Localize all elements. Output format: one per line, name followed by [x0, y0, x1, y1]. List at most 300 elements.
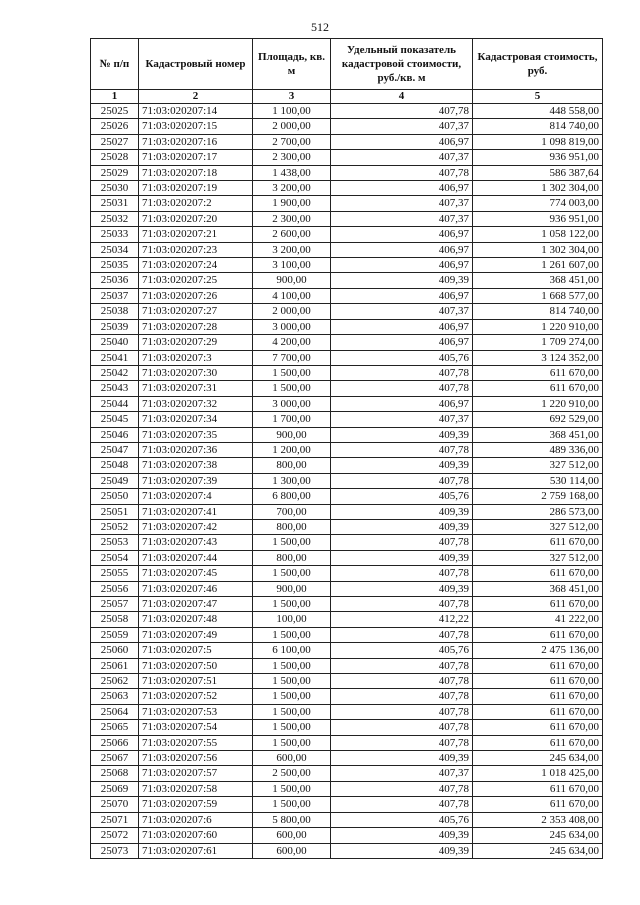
- cell-area: 1 500,00: [253, 658, 331, 673]
- cell-unit-value: 406,97: [331, 258, 473, 273]
- table-row: [91, 427, 603, 442]
- cell-cadastral-value: 1 058 122,00: [473, 227, 603, 242]
- cell-unit-value: 407,78: [331, 674, 473, 689]
- cell-row-number: 25027: [91, 134, 139, 149]
- cell-area: 100,00: [253, 612, 331, 627]
- cell-cadastral-number: 71:03:020207:28: [139, 319, 253, 334]
- table-row: [91, 319, 603, 334]
- cell-row-number: 25056: [91, 581, 139, 596]
- cell-area: 6 800,00: [253, 489, 331, 504]
- cell-cadastral-value: 368 451,00: [473, 427, 603, 442]
- cell-area: 2 700,00: [253, 134, 331, 149]
- cell-cadastral-number: 71:03:020207:54: [139, 720, 253, 735]
- cell-cadastral-value: 611 670,00: [473, 781, 603, 796]
- cell-unit-value: 409,39: [331, 458, 473, 473]
- table-row: [91, 273, 603, 288]
- table-row: [91, 365, 603, 380]
- cell-row-number: 25031: [91, 196, 139, 211]
- cell-cadastral-value: 774 003,00: [473, 196, 603, 211]
- table-row: [91, 674, 603, 689]
- cell-row-number: 25062: [91, 674, 139, 689]
- cell-area: 1 900,00: [253, 196, 331, 211]
- cell-cadastral-value: 611 670,00: [473, 597, 603, 612]
- cell-area: 1 500,00: [253, 704, 331, 719]
- cell-area: 800,00: [253, 519, 331, 534]
- cell-unit-value: 407,78: [331, 442, 473, 457]
- cell-cadastral-value: 245 634,00: [473, 751, 603, 766]
- cell-area: 600,00: [253, 843, 331, 858]
- cell-cadastral-number: 71:03:020207:57: [139, 766, 253, 781]
- table-row: [91, 473, 603, 488]
- cell-row-number: 25068: [91, 766, 139, 781]
- cell-row-number: 25041: [91, 350, 139, 365]
- table-row: [91, 581, 603, 596]
- cell-cadastral-number: 71:03:020207:52: [139, 689, 253, 704]
- cell-cadastral-number: 71:03:020207:49: [139, 627, 253, 642]
- cell-row-number: 25061: [91, 658, 139, 673]
- cell-area: 2 300,00: [253, 211, 331, 226]
- cell-cadastral-value: 489 336,00: [473, 442, 603, 457]
- cell-cadastral-value: 286 573,00: [473, 504, 603, 519]
- cell-unit-value: 407,78: [331, 704, 473, 719]
- table-row: [91, 489, 603, 504]
- cell-unit-value: 407,78: [331, 627, 473, 642]
- cell-unit-value: 406,97: [331, 396, 473, 411]
- cell-area: 3 200,00: [253, 181, 331, 196]
- cell-cadastral-value: 530 114,00: [473, 473, 603, 488]
- table-row: [91, 381, 603, 396]
- table-row: [91, 627, 603, 642]
- table-row: [91, 566, 603, 581]
- cell-area: 900,00: [253, 273, 331, 288]
- cell-area: 5 800,00: [253, 812, 331, 827]
- cell-row-number: 25067: [91, 751, 139, 766]
- cell-cadastral-value: 611 670,00: [473, 735, 603, 750]
- cell-cadastral-value: 611 670,00: [473, 381, 603, 396]
- cell-unit-value: 407,37: [331, 196, 473, 211]
- column-number: 2: [139, 90, 253, 104]
- cell-row-number: 25060: [91, 643, 139, 658]
- cell-row-number: 25040: [91, 335, 139, 350]
- table-row: [91, 751, 603, 766]
- cell-area: 1 500,00: [253, 689, 331, 704]
- cell-cadastral-value: 1 220 910,00: [473, 396, 603, 411]
- cell-row-number: 25051: [91, 504, 139, 519]
- table-row: [91, 797, 603, 812]
- cell-cadastral-value: 692 529,00: [473, 412, 603, 427]
- cell-cadastral-value: 611 670,00: [473, 689, 603, 704]
- cell-area: 6 100,00: [253, 643, 331, 658]
- table-row: [91, 258, 603, 273]
- table-row: [91, 350, 603, 365]
- cell-cadastral-value: 1 668 577,00: [473, 288, 603, 303]
- header-area: Площадь, кв. м: [253, 39, 331, 90]
- cell-area: 800,00: [253, 458, 331, 473]
- cell-unit-value: 407,78: [331, 658, 473, 673]
- cell-area: 1 500,00: [253, 597, 331, 612]
- cell-area: 3 000,00: [253, 319, 331, 334]
- cell-area: 1 200,00: [253, 442, 331, 457]
- table-row: [91, 781, 603, 796]
- cell-cadastral-number: 71:03:020207:60: [139, 828, 253, 843]
- cell-unit-value: 407,78: [331, 689, 473, 704]
- cell-unit-value: 407,78: [331, 473, 473, 488]
- cell-unit-value: 407,78: [331, 720, 473, 735]
- cell-cadastral-number: 71:03:020207:55: [139, 735, 253, 750]
- cell-area: 3 000,00: [253, 396, 331, 411]
- cell-cadastral-value: 611 670,00: [473, 674, 603, 689]
- cell-row-number: 25054: [91, 550, 139, 565]
- table-header-row: [91, 39, 603, 90]
- cell-cadastral-value: 1 220 910,00: [473, 319, 603, 334]
- cell-unit-value: 406,97: [331, 242, 473, 257]
- cell-unit-value: 407,37: [331, 119, 473, 134]
- cell-unit-value: 405,76: [331, 489, 473, 504]
- cell-cadastral-value: 448 558,00: [473, 104, 603, 119]
- cell-row-number: 25066: [91, 735, 139, 750]
- cell-unit-value: 406,97: [331, 335, 473, 350]
- table-row: [91, 165, 603, 180]
- cell-area: 1 500,00: [253, 720, 331, 735]
- cell-area: 3 200,00: [253, 242, 331, 257]
- cell-cadastral-value: 1 709 274,00: [473, 335, 603, 350]
- table-row: [91, 196, 603, 211]
- table-row: [91, 104, 603, 119]
- cell-cadastral-number: 71:03:020207:42: [139, 519, 253, 534]
- cell-cadastral-number: 71:03:020207:47: [139, 597, 253, 612]
- cell-cadastral-number: 71:03:020207:18: [139, 165, 253, 180]
- cell-cadastral-value: 586 387,64: [473, 165, 603, 180]
- cell-row-number: 25057: [91, 597, 139, 612]
- cell-row-number: 25055: [91, 566, 139, 581]
- table-row: [91, 396, 603, 411]
- column-number: 4: [331, 90, 473, 104]
- cell-unit-value: 406,97: [331, 227, 473, 242]
- cell-unit-value: 409,39: [331, 504, 473, 519]
- cell-cadastral-number: 71:03:020207:50: [139, 658, 253, 673]
- cell-cadastral-value: 1 018 425,00: [473, 766, 603, 781]
- cell-cadastral-number: 71:03:020207:56: [139, 751, 253, 766]
- table-row: [91, 812, 603, 827]
- table-row: [91, 828, 603, 843]
- table-row: [91, 643, 603, 658]
- cell-cadastral-number: 71:03:020207:43: [139, 535, 253, 550]
- table-row: [91, 242, 603, 257]
- table-row: [91, 412, 603, 427]
- cell-area: 800,00: [253, 550, 331, 565]
- table-body: [91, 104, 603, 859]
- cell-unit-value: 407,37: [331, 211, 473, 226]
- cell-area: 2 500,00: [253, 766, 331, 781]
- cell-cadastral-number: 71:03:020207:51: [139, 674, 253, 689]
- cell-area: 7 700,00: [253, 350, 331, 365]
- cell-cadastral-number: 71:03:020207:19: [139, 181, 253, 196]
- cell-row-number: 25039: [91, 319, 139, 334]
- cell-cadastral-number: 71:03:020207:61: [139, 843, 253, 858]
- cell-cadastral-value: 611 670,00: [473, 797, 603, 812]
- cell-area: 1 500,00: [253, 381, 331, 396]
- cell-row-number: 25035: [91, 258, 139, 273]
- table-row: [91, 181, 603, 196]
- table-row: [91, 119, 603, 134]
- cell-unit-value: 409,39: [331, 751, 473, 766]
- cell-row-number: 25065: [91, 720, 139, 735]
- table-row: [91, 504, 603, 519]
- cell-cadastral-number: 71:03:020207:58: [139, 781, 253, 796]
- cell-cadastral-value: 611 670,00: [473, 365, 603, 380]
- cell-unit-value: 409,39: [331, 519, 473, 534]
- cell-row-number: 25045: [91, 412, 139, 427]
- cell-row-number: 25072: [91, 828, 139, 843]
- cell-unit-value: 409,39: [331, 550, 473, 565]
- cell-unit-value: 407,37: [331, 766, 473, 781]
- cell-row-number: 25059: [91, 627, 139, 642]
- cell-unit-value: 409,39: [331, 273, 473, 288]
- cell-row-number: 25063: [91, 689, 139, 704]
- cell-cadastral-value: 2 353 408,00: [473, 812, 603, 827]
- table-row: [91, 458, 603, 473]
- cell-row-number: 25058: [91, 612, 139, 627]
- cell-row-number: 25026: [91, 119, 139, 134]
- cell-area: 600,00: [253, 828, 331, 843]
- cell-cadastral-value: 814 740,00: [473, 119, 603, 134]
- table-row: [91, 612, 603, 627]
- cell-row-number: 25043: [91, 381, 139, 396]
- cell-row-number: 25028: [91, 150, 139, 165]
- cell-cadastral-value: 1 261 607,00: [473, 258, 603, 273]
- cell-row-number: 25029: [91, 165, 139, 180]
- cell-cadastral-number: 71:03:020207:34: [139, 412, 253, 427]
- cell-area: 1 300,00: [253, 473, 331, 488]
- table-row: [91, 288, 603, 303]
- cell-area: 1 500,00: [253, 674, 331, 689]
- table-row: [91, 689, 603, 704]
- cell-unit-value: 407,78: [331, 165, 473, 180]
- cell-cadastral-number: 71:03:020207:6: [139, 812, 253, 827]
- cell-cadastral-number: 71:03:020207:5: [139, 643, 253, 658]
- table-row: [91, 704, 603, 719]
- cell-cadastral-number: 71:03:020207:3: [139, 350, 253, 365]
- cell-cadastral-value: 814 740,00: [473, 304, 603, 319]
- cell-unit-value: 412,22: [331, 612, 473, 627]
- cell-row-number: 25032: [91, 211, 139, 226]
- cell-cadastral-number: 71:03:020207:30: [139, 365, 253, 380]
- cell-area: 1 438,00: [253, 165, 331, 180]
- cadastre-table: [90, 38, 603, 859]
- table-row: [91, 150, 603, 165]
- cell-row-number: 25053: [91, 535, 139, 550]
- cell-area: 3 100,00: [253, 258, 331, 273]
- cell-cadastral-number: 71:03:020207:53: [139, 704, 253, 719]
- cell-area: 1 500,00: [253, 566, 331, 581]
- cell-cadastral-number: 71:03:020207:59: [139, 797, 253, 812]
- cell-cadastral-value: 368 451,00: [473, 581, 603, 596]
- cell-cadastral-number: 71:03:020207:26: [139, 288, 253, 303]
- cell-row-number: 25046: [91, 427, 139, 442]
- cell-unit-value: 405,76: [331, 643, 473, 658]
- column-number: 5: [473, 90, 603, 104]
- cell-cadastral-value: 611 670,00: [473, 658, 603, 673]
- cell-unit-value: 407,78: [331, 535, 473, 550]
- cell-cadastral-number: 71:03:020207:41: [139, 504, 253, 519]
- cell-unit-value: 406,97: [331, 319, 473, 334]
- cell-unit-value: 409,39: [331, 843, 473, 858]
- header-cadastral-number: Кадастровый номер: [139, 39, 253, 90]
- cell-cadastral-value: 245 634,00: [473, 843, 603, 858]
- cell-cadastral-number: 71:03:020207:21: [139, 227, 253, 242]
- cell-unit-value: 409,39: [331, 828, 473, 843]
- cell-area: 1 500,00: [253, 365, 331, 380]
- table-row: [91, 658, 603, 673]
- cell-area: 4 200,00: [253, 335, 331, 350]
- cell-row-number: 25047: [91, 442, 139, 457]
- cell-row-number: 25069: [91, 781, 139, 796]
- table-row: [91, 720, 603, 735]
- cell-area: 1 700,00: [253, 412, 331, 427]
- cell-unit-value: 406,97: [331, 181, 473, 196]
- header-unit-value: Удельный показатель кадастровой стоимости, руб./кв. м: [331, 39, 473, 90]
- cell-unit-value: 409,39: [331, 581, 473, 596]
- cell-unit-value: 407,37: [331, 150, 473, 165]
- cell-cadastral-value: 611 670,00: [473, 566, 603, 581]
- table-row: [91, 843, 603, 858]
- cell-unit-value: 407,78: [331, 797, 473, 812]
- cell-cadastral-number: 71:03:020207:48: [139, 612, 253, 627]
- header-cadastral-value: Кадастровая стоимость, руб.: [473, 39, 603, 90]
- cell-row-number: 25034: [91, 242, 139, 257]
- cell-cadastral-number: 71:03:020207:29: [139, 335, 253, 350]
- cell-cadastral-number: 71:03:020207:4: [139, 489, 253, 504]
- cell-cadastral-value: 1 302 304,00: [473, 181, 603, 196]
- table-row: [91, 304, 603, 319]
- cell-cadastral-number: 71:03:020207:36: [139, 442, 253, 457]
- table-row: [91, 550, 603, 565]
- cell-unit-value: 405,76: [331, 812, 473, 827]
- cell-area: 2 000,00: [253, 304, 331, 319]
- cell-cadastral-number: 71:03:020207:23: [139, 242, 253, 257]
- cell-area: 1 100,00: [253, 104, 331, 119]
- table-row: [91, 211, 603, 226]
- cell-area: 2 300,00: [253, 150, 331, 165]
- cell-cadastral-value: 1 302 304,00: [473, 242, 603, 257]
- cell-cadastral-number: 71:03:020207:39: [139, 473, 253, 488]
- cell-cadastral-number: 71:03:020207:38: [139, 458, 253, 473]
- table-row: [91, 597, 603, 612]
- cell-cadastral-value: 1 098 819,00: [473, 134, 603, 149]
- table-row: [91, 227, 603, 242]
- cell-cadastral-number: 71:03:020207:27: [139, 304, 253, 319]
- cell-row-number: 25052: [91, 519, 139, 534]
- cell-area: 1 500,00: [253, 627, 331, 642]
- cell-area: 2 000,00: [253, 119, 331, 134]
- cell-area: 900,00: [253, 427, 331, 442]
- cell-cadastral-number: 71:03:020207:45: [139, 566, 253, 581]
- cell-area: 1 500,00: [253, 797, 331, 812]
- table-row: [91, 335, 603, 350]
- table-row: [91, 766, 603, 781]
- cell-cadastral-value: 3 124 352,00: [473, 350, 603, 365]
- cell-unit-value: 407,78: [331, 104, 473, 119]
- table-row: [91, 442, 603, 457]
- cell-cadastral-value: 611 670,00: [473, 704, 603, 719]
- cell-area: 700,00: [253, 504, 331, 519]
- cell-area: 2 600,00: [253, 227, 331, 242]
- table-row: [91, 134, 603, 149]
- cell-row-number: 25073: [91, 843, 139, 858]
- cell-row-number: 25050: [91, 489, 139, 504]
- cell-cadastral-value: 611 670,00: [473, 627, 603, 642]
- cell-row-number: 25038: [91, 304, 139, 319]
- cell-cadastral-number: 71:03:020207:31: [139, 381, 253, 396]
- cell-unit-value: 407,37: [331, 304, 473, 319]
- table-row: [91, 735, 603, 750]
- cell-row-number: 25070: [91, 797, 139, 812]
- cell-area: 1 500,00: [253, 781, 331, 796]
- cell-cadastral-number: 71:03:020207:2: [139, 196, 253, 211]
- cell-row-number: 25064: [91, 704, 139, 719]
- cell-cadastral-number: 71:03:020207:17: [139, 150, 253, 165]
- cell-unit-value: 409,39: [331, 427, 473, 442]
- cell-row-number: 25037: [91, 288, 139, 303]
- cell-area: 900,00: [253, 581, 331, 596]
- cell-cadastral-value: 2 759 168,00: [473, 489, 603, 504]
- cell-cadastral-value: 611 670,00: [473, 535, 603, 550]
- cell-cadastral-number: 71:03:020207:35: [139, 427, 253, 442]
- cell-row-number: 25044: [91, 396, 139, 411]
- cell-row-number: 25036: [91, 273, 139, 288]
- cell-unit-value: 407,78: [331, 381, 473, 396]
- cell-cadastral-number: 71:03:020207:14: [139, 104, 253, 119]
- cell-area: 1 500,00: [253, 735, 331, 750]
- cell-cadastral-value: 936 951,00: [473, 211, 603, 226]
- cell-area: 1 500,00: [253, 535, 331, 550]
- table-row: [91, 519, 603, 534]
- column-number: 3: [253, 90, 331, 104]
- cell-cadastral-number: 71:03:020207:44: [139, 550, 253, 565]
- cell-row-number: 25030: [91, 181, 139, 196]
- column-number: 1: [91, 90, 139, 104]
- cell-row-number: 25025: [91, 104, 139, 119]
- cell-cadastral-value: 368 451,00: [473, 273, 603, 288]
- cell-area: 600,00: [253, 751, 331, 766]
- cell-unit-value: 407,78: [331, 735, 473, 750]
- cell-unit-value: 406,97: [331, 288, 473, 303]
- cell-cadastral-number: 71:03:020207:15: [139, 119, 253, 134]
- cell-cadastral-number: 71:03:020207:16: [139, 134, 253, 149]
- cell-row-number: 25071: [91, 812, 139, 827]
- cell-cadastral-value: 611 670,00: [473, 720, 603, 735]
- cell-cadastral-value: 327 512,00: [473, 458, 603, 473]
- cell-cadastral-number: 71:03:020207:20: [139, 211, 253, 226]
- cell-unit-value: 407,78: [331, 597, 473, 612]
- cell-unit-value: 407,78: [331, 566, 473, 581]
- cell-cadastral-value: 327 512,00: [473, 519, 603, 534]
- cell-cadastral-number: 71:03:020207:25: [139, 273, 253, 288]
- table-row: [91, 535, 603, 550]
- cell-row-number: 25049: [91, 473, 139, 488]
- cell-cadastral-number: 71:03:020207:32: [139, 396, 253, 411]
- cell-unit-value: 405,76: [331, 350, 473, 365]
- cell-row-number: 25048: [91, 458, 139, 473]
- cell-row-number: 25033: [91, 227, 139, 242]
- cell-cadastral-value: 41 222,00: [473, 612, 603, 627]
- cell-cadastral-number: 71:03:020207:24: [139, 258, 253, 273]
- cell-row-number: 25042: [91, 365, 139, 380]
- cell-unit-value: 406,97: [331, 134, 473, 149]
- header-row-number: № п/п: [91, 39, 139, 90]
- cell-cadastral-number: 71:03:020207:46: [139, 581, 253, 596]
- cell-cadastral-value: 936 951,00: [473, 150, 603, 165]
